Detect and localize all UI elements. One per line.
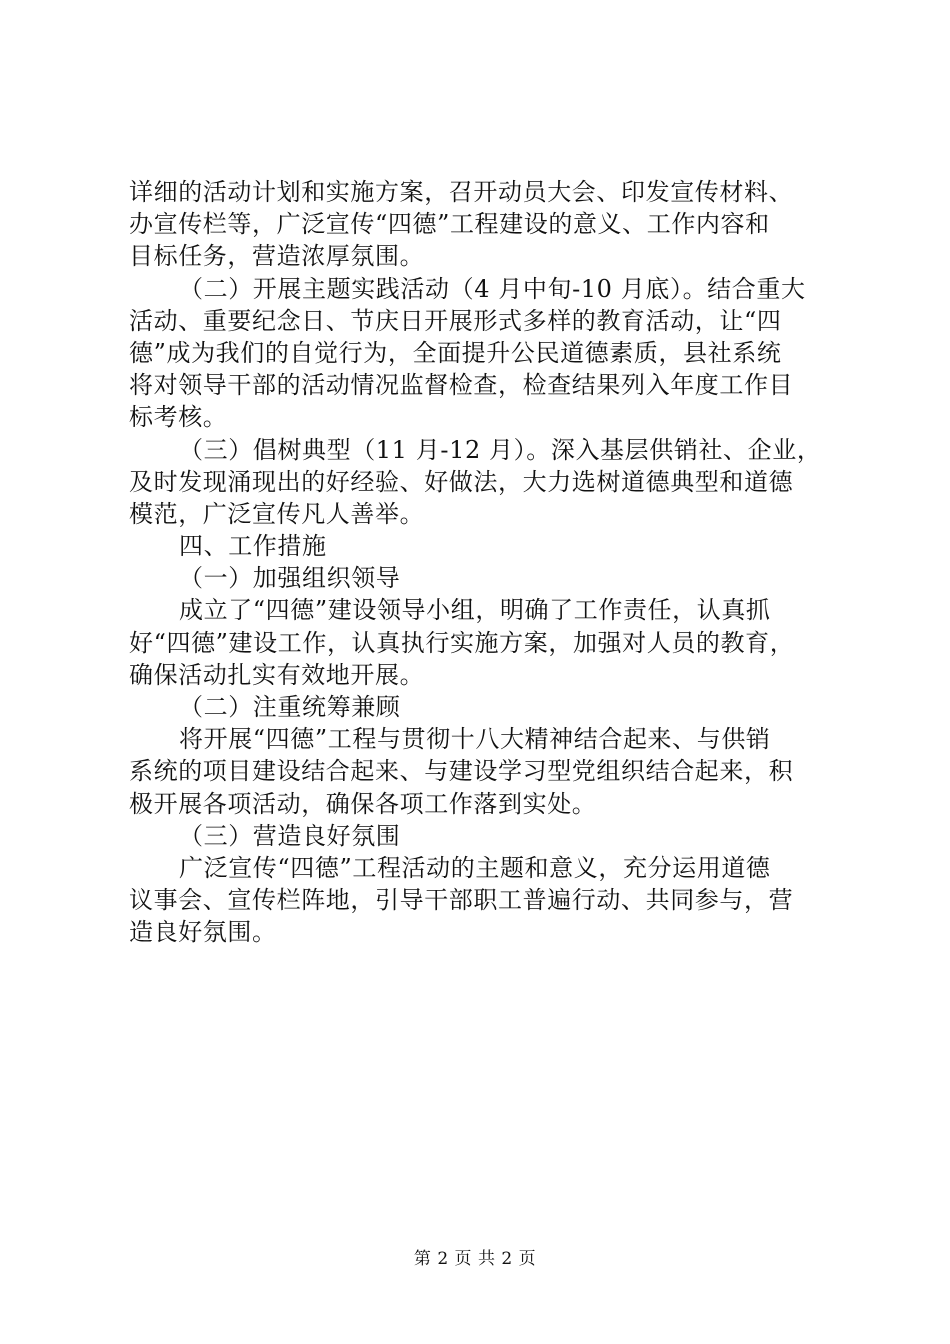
text-line: 确保活动扎实有效地开展。 [129,660,425,689]
text-line: 造良好氛围。 [129,918,277,947]
text-line: 详细的活动计划和实施方案，召开动员大会、印发宣传材料、 [129,178,794,206]
text-line: 及时发现涌现出的好经验、好做法，大力选树道德典型和道德 [129,467,794,496]
text-line: 成立了“四德”建设领导小组，明确了工作责任，认真抓 [179,596,771,625]
text-line: 系统的项目建设结合起来、与建设学习型党组织结合起来，积 [129,757,794,786]
text-line: 四、工作措施 [179,532,327,561]
text-line: 目标任务，营造浓厚氛围。 [129,242,425,271]
text-line: 办宣传栏等，广泛宣传“四德”工程建设的意义、工作内容和 [129,210,770,239]
text-line: 活动、重要纪念日、节庆日开展形式多样的教育活动，让“四 [129,306,782,335]
text-line: 议事会、宣传栏阵地，引导干部职工普遍行动、共同参与，营 [129,886,794,915]
text-line: 将开展“四德”工程与贯彻十八大精神结合起来、与供销 [179,725,771,754]
text-line: 广泛宣传“四德”工程活动的主题和意义，充分运用道德 [179,853,771,882]
text-line: （一）加强组织领导 [179,564,401,593]
text-line: 极开展各项活动，确保各项工作落到实处。 [129,789,597,818]
document-body [129,176,829,949]
text-line: 模范，广泛宣传凡人善举。 [129,499,425,528]
text-line: 德”成为我们的自觉行为，全面提升公民道德素质，县社系统 [129,338,782,367]
text-line: （三）倡树典型（11 月-12 月）。深入基层供销社、企业， [179,435,822,464]
text-line: 标考核。 [129,403,228,432]
text-line: 好“四德”建设工作，认真执行实施方案，加强对人员的教育， [129,628,795,657]
text-line: （三）营造良好氛围 [179,821,401,850]
text-line: 将对领导干部的活动情况监督检查，检查结果列入年度工作目 [129,371,794,400]
text-line: （二）开展主题实践活动（4 月中旬-10 月底）。结合重大 [179,274,806,303]
text-line: （二）注重统筹兼顾 [179,693,401,721]
page-footer: 第 2 页 共 2 页 [413,1249,537,1269]
